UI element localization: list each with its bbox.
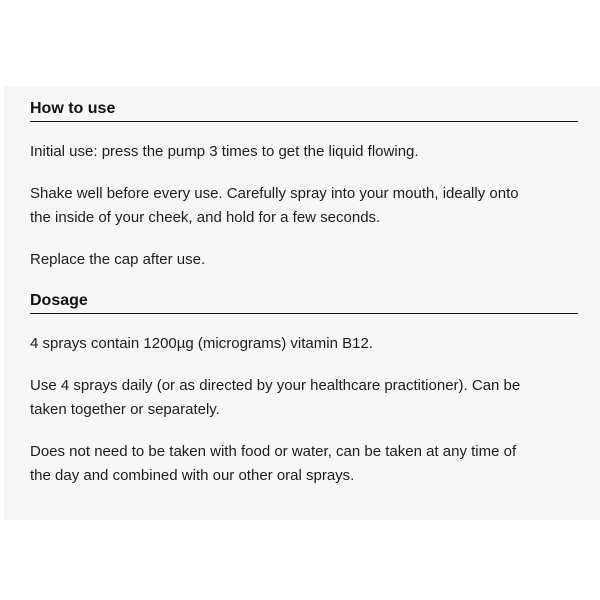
paragraph-line: Initial use: press the pump 3 times to get the liquid flowing. [30, 143, 419, 160]
section-how-to-use [30, 100, 578, 272]
paragraph-line: Replace the cap after use. [30, 251, 206, 268]
how-to-use-paragraphs [30, 140, 578, 272]
paragraph [30, 440, 578, 488]
paragraph [30, 140, 578, 164]
paragraph-line: 4 sprays contain 1200µg (micrograms) vitamin B12. [30, 335, 373, 352]
paragraph-line: the day and combined with our other oral sprays. [30, 467, 355, 484]
section-dosage [30, 292, 578, 488]
how-to-use-heading: How to use [30, 100, 578, 122]
dosage-heading: Dosage [30, 292, 578, 314]
paragraph [30, 182, 578, 230]
section-heading-wrap [30, 100, 578, 122]
product-info-panel [4, 86, 600, 520]
paragraph-line: the inside of your cheek, and hold for a few seconds. [30, 209, 381, 226]
dosage-paragraphs [30, 332, 578, 488]
paragraph-line: Use 4 sprays daily (or as directed by your healthcare practitioner). Can be [30, 377, 521, 394]
paragraph [30, 332, 578, 356]
paragraph [30, 248, 578, 272]
paragraph-line: taken together or separately. [30, 401, 220, 418]
paragraph-line: Shake well before every use. Carefully spray into your mouth, ideally onto [30, 185, 519, 202]
section-heading-wrap [30, 292, 578, 314]
paragraph-line: Does not need to be taken with food or water, can be taken at any time of [30, 443, 517, 460]
paragraph [30, 374, 578, 422]
